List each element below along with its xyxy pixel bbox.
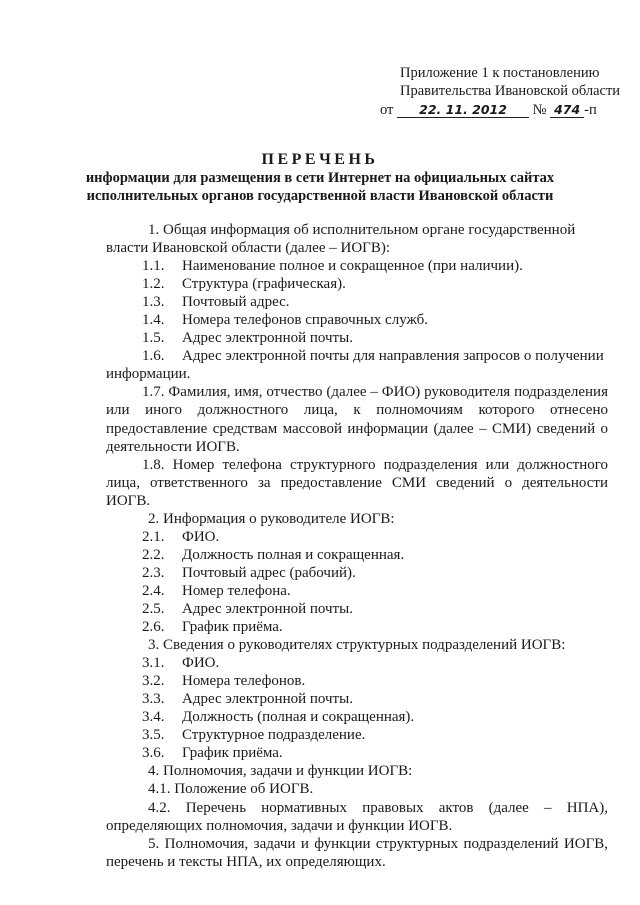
approval-line-2: Правительства Ивановской области <box>400 83 621 99</box>
list-item-4-2: 4.2. Перечень нормативных правовых актов (далее – НПА), определяющих полномочия, задачи и функции ИОГВ. <box>106 799 608 834</box>
list-item: 1.2. Структура (графическая). <box>142 276 346 293</box>
list-item: 3.6. График приёма. <box>142 745 283 762</box>
handwritten-number: 474 <box>550 102 584 118</box>
list-item: 1.1. Наименование полное и сокращенное (при наличии). <box>142 258 523 275</box>
page-subtitle <box>0 169 640 205</box>
section-4-heading: 4. Полномочия, задачи и функции ИОГВ: <box>148 763 413 780</box>
list-item: 2.5. Адрес электронной почты. <box>142 600 353 617</box>
section-1-intro-line-1: 1. Общая информация об исполнительном органе государственной <box>148 222 576 238</box>
section-1-intro-line-2: власти Ивановской области (далее – ИОГВ): <box>106 240 390 257</box>
number-label: № <box>532 102 547 118</box>
list-item: 3.3. Адрес электронной почты. <box>142 691 353 708</box>
number-suffix: -п <box>584 102 597 118</box>
approval-line-3 <box>380 101 616 119</box>
handwritten-date: 22. 11. 2012 <box>397 102 529 118</box>
list-item: 1.3. Почтовый адрес. <box>142 294 290 311</box>
list-item-1-8: 1.8. Номер телефона структурного подразделения или должностного лица, ответственного за предоставление СМИ сведений о деятельности ИОГВ. <box>106 456 608 509</box>
section-5: 5. Полномочия, задачи и функции структурных подразделений ИОГВ, перечень и тексты НПА, их определяющих. <box>106 835 608 870</box>
list-item-1-6-cont: информации. <box>106 366 191 383</box>
list-item: 2.6. График приёма. <box>142 619 283 636</box>
section-3-heading: 3. Сведения о руководителях структурных подразделений ИОГВ: <box>148 637 566 654</box>
from-label: от <box>380 102 394 118</box>
list-item: 1.4. Номера телефонов справочных служб. <box>142 312 429 329</box>
approval-stamp <box>380 64 621 119</box>
list-item: 1.5. Адрес электронной почты. <box>142 330 353 347</box>
list-item: 3.2. Номера телефонов. <box>142 673 306 690</box>
list-item: 2.3. Почтовый адрес (рабочий). <box>142 564 356 581</box>
list-item: 3.4. Должность (полная и сокращенная). <box>142 709 415 726</box>
list-item-1-6: 1.6. Адрес электронной почты для направления запросов о получении <box>142 348 604 365</box>
list-item: 2.1. ФИО. <box>142 528 220 545</box>
list-item: 3.1. ФИО. <box>142 655 220 672</box>
subtitle-line-1: информации для размещения в сети Интернет на официальных сайтах <box>85 170 555 186</box>
list-item: 2.4. Номер телефона. <box>142 582 291 599</box>
list-item-1-7: 1.7. Фамилия, имя, отчество (далее – ФИО) руководителя подразделения или иного должностного лица, к полномочиям которого отнесено предоставление средствам массовой информации (далее – СМИ) сведений о деятельности ИОГВ. <box>106 384 609 455</box>
approval-line-1: Приложение 1 к постановлению <box>400 65 600 81</box>
document-body <box>106 221 608 871</box>
list-item-4-1: 4.1. Положение об ИОГВ. <box>148 781 314 798</box>
list-item: 3.5. Структурное подразделение. <box>142 727 366 744</box>
subtitle-line-2: исполнительных органов государственной власти Ивановской области <box>86 188 554 204</box>
section-2-heading: 2. Информация о руководителе ИОГВ: <box>148 510 395 527</box>
page-title: ПЕРЕЧЕНЬ <box>261 151 379 168</box>
list-item: 2.2. Должность полная и сокращенная. <box>142 546 405 563</box>
